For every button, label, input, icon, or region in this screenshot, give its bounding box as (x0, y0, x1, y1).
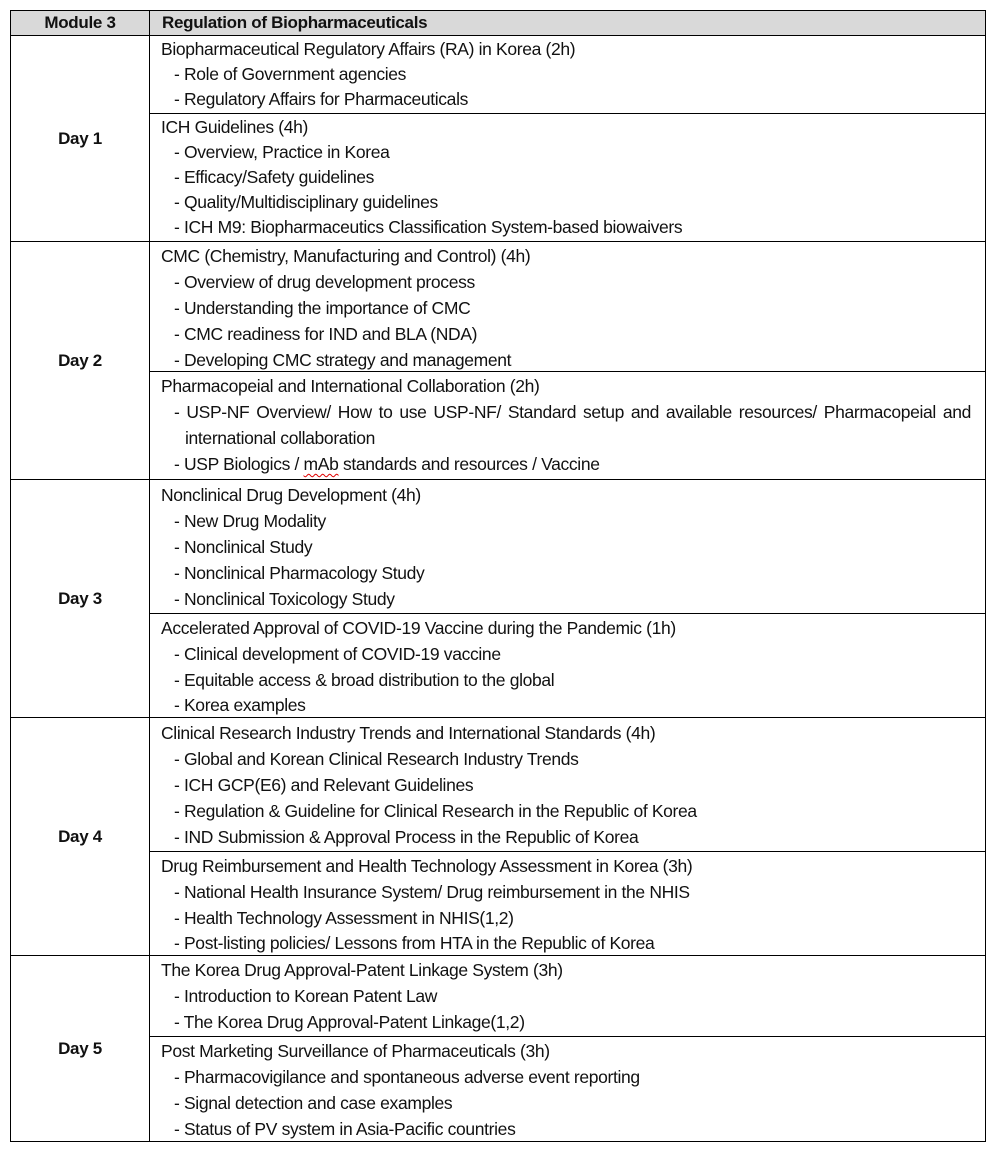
session-title: Biopharmaceutical Regulatory Affairs (RA) in Korea (2h) (161, 39, 576, 59)
day-label: Day 5 (11, 956, 150, 1142)
session-topic: - Efficacy/Safety guidelines (174, 167, 374, 187)
session-block (150, 852, 985, 956)
session-topic: - Clinical development of COVID-19 vaccine (174, 644, 501, 664)
session-topic: - Understanding the importance of CMC (174, 298, 471, 318)
session-title: Nonclinical Drug Development (4h) (161, 485, 421, 505)
session-block (150, 372, 985, 480)
table-header-row (11, 11, 985, 36)
session-topic: - Equitable access & broad distribution to the global (174, 670, 555, 690)
session-topic (161, 451, 971, 477)
session-topic: - Status of PV system in Asia-Pacific countries (174, 1119, 516, 1139)
day-label: Day 1 (11, 36, 150, 241)
session-topic: - The Korea Drug Approval-Patent Linkage(1,2) (174, 1012, 525, 1032)
session-topic: - Overview, Practice in Korea (174, 142, 390, 162)
topic-text: - USP Biologics / (174, 454, 304, 474)
session-block (150, 1037, 985, 1142)
session-topic: - National Health Insurance System/ Drug reimbursement in the NHIS (174, 882, 690, 902)
module-title: Regulation of Biopharmaceuticals (162, 13, 428, 32)
session-title: The Korea Drug Approval-Patent Linkage System (3h) (161, 960, 563, 980)
session-topic: - Regulation & Guideline for Clinical Research in the Republic of Korea (174, 801, 697, 821)
day-row-3 (11, 480, 985, 718)
day-row-4 (11, 718, 985, 956)
session-block (150, 114, 985, 242)
session-title: Drug Reimbursement and Health Technology Assessment in Korea (3h) (161, 856, 693, 876)
session-topic: - ICH GCP(E6) and Relevant Guidelines (174, 775, 474, 795)
session-topic: - Role of Government agencies (174, 64, 407, 84)
session-block (150, 956, 985, 1037)
session-block (150, 36, 985, 114)
session-topic: - ICH M9: Biopharmaceutics Classification System-based biowaivers (174, 217, 683, 237)
session-topic: - Post-listing policies/ Lessons from HTA in the Republic of Korea (174, 933, 655, 953)
day-label: Day 2 (11, 242, 150, 479)
day-label: Day 4 (11, 718, 150, 955)
topic-text: standards and resources / Vaccine (338, 454, 600, 474)
session-topic: - Nonclinical Toxicology Study (174, 589, 395, 609)
session-topic: - Quality/Multidisciplinary guidelines (174, 192, 438, 212)
session-title: Clinical Research Industry Trends and International Standards (4h) (161, 723, 656, 743)
day-row-5 (11, 956, 985, 1142)
module-label: Module 3 (11, 11, 150, 35)
session-title: Pharmacopeial and International Collaboration (2h) (161, 376, 540, 396)
spellcheck-underlined-word[interactable]: mAb (303, 454, 339, 474)
session-topic: - Signal detection and case examples (174, 1093, 453, 1113)
session-topic: - Regulatory Affairs for Pharmaceuticals (174, 89, 469, 109)
day-label: Day 3 (11, 480, 150, 717)
session-topic: - IND Submission & Approval Process in the Republic of Korea (174, 827, 639, 847)
session-topic: - Global and Korean Clinical Research Industry Trends (174, 749, 579, 769)
day-row-1 (11, 36, 985, 242)
session-title: Post Marketing Surveillance of Pharmaceuticals (3h) (161, 1041, 550, 1061)
session-block (150, 614, 985, 718)
session-topic: - Developing CMC strategy and management (174, 350, 512, 370)
session-title: CMC (Chemistry, Manufacturing and Control) (4h) (161, 246, 531, 266)
module-schedule-table (10, 10, 986, 1142)
session-topic: - Nonclinical Study (174, 537, 313, 557)
session-block (150, 242, 985, 372)
day-row-2 (11, 242, 985, 480)
session-topic: - Nonclinical Pharmacology Study (174, 563, 425, 583)
session-topic: - Health Technology Assessment in NHIS(1,2) (174, 908, 514, 928)
session-topic: - Pharmacovigilance and spontaneous adverse event reporting (174, 1067, 640, 1087)
session-topic: - Overview of drug development process (174, 272, 475, 292)
session-block (150, 480, 985, 614)
session-topic: - CMC readiness for IND and BLA (NDA) (174, 324, 478, 344)
session-title: ICH Guidelines (4h) (161, 117, 309, 137)
session-topic: - USP-NF Overview/ How to use USP-NF/ Standard setup and available resources/ Pharmacopeial and international collaboration (174, 402, 971, 448)
session-title: Accelerated Approval of COVID-19 Vaccine during the Pandemic (1h) (161, 618, 676, 638)
session-topic: - New Drug Modality (174, 511, 326, 531)
session-topic: - Introduction to Korean Patent Law (174, 986, 438, 1006)
session-topic: - Korea examples (174, 695, 306, 715)
session-block (150, 718, 985, 852)
